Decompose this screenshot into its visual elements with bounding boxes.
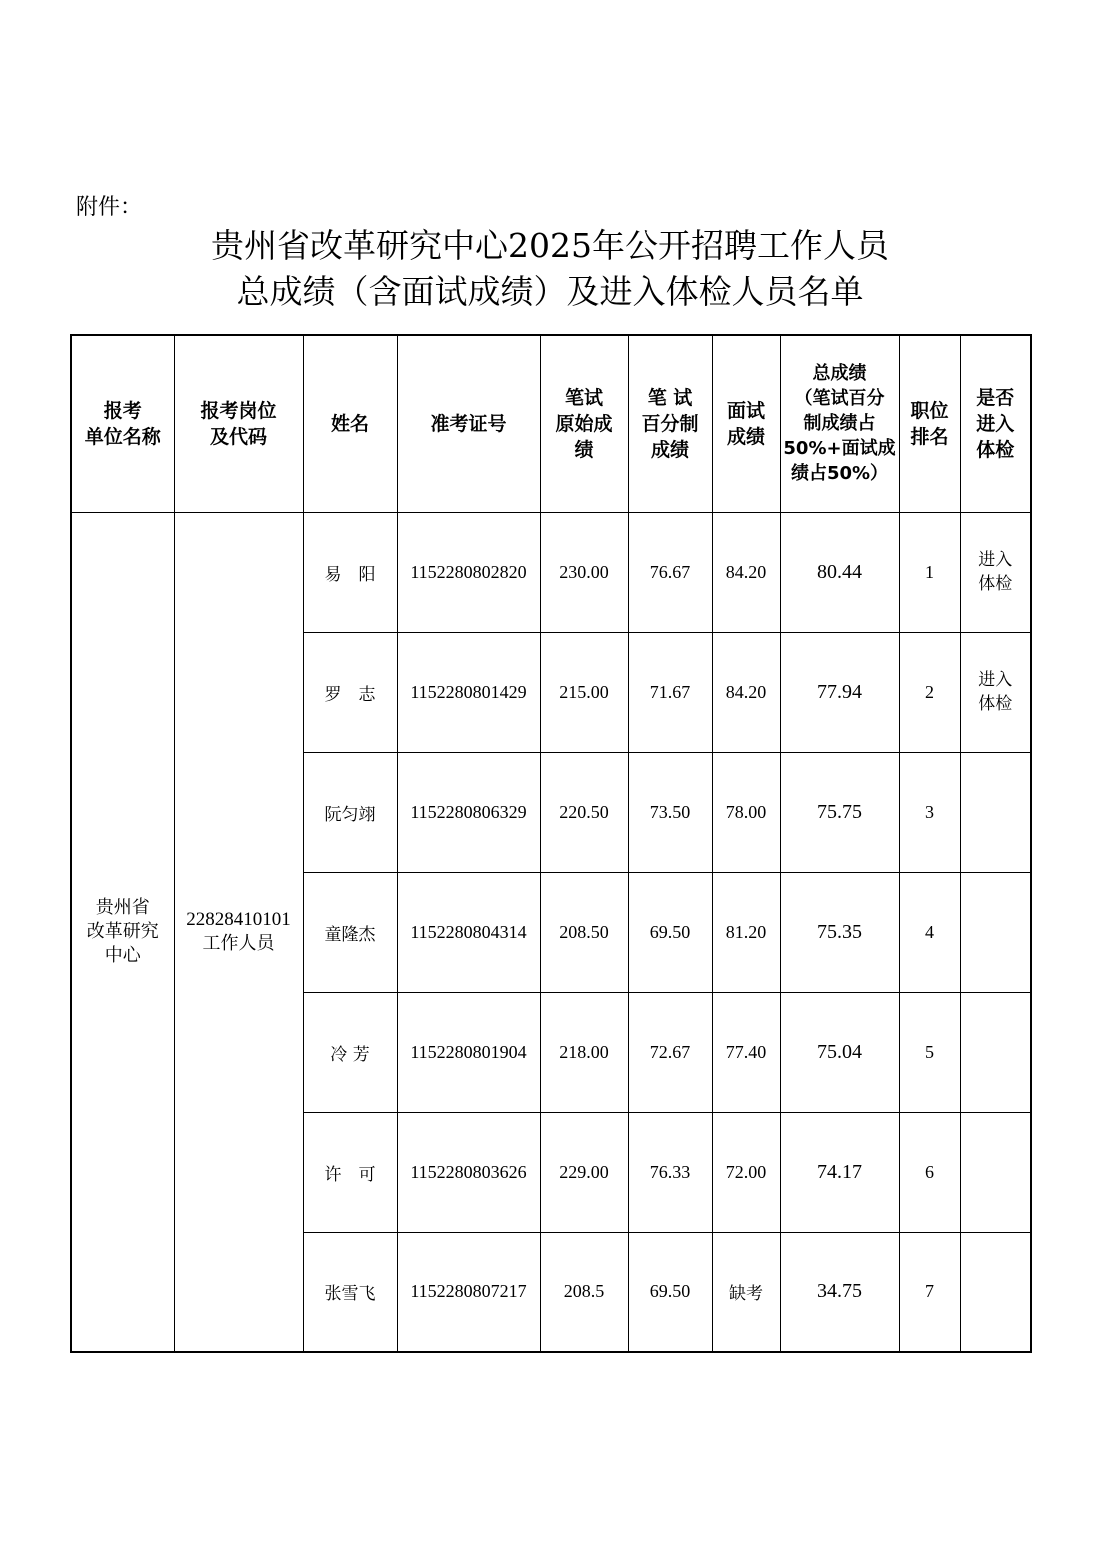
cell-ticket: 1152280804314 <box>397 872 540 992</box>
cell-total: 75.04 <box>780 992 899 1112</box>
cell-physical <box>960 872 1031 992</box>
cell-name: 罗 志 <box>303 632 397 752</box>
attachment-label: 附件： <box>76 195 143 220</box>
cell-written-pct: 69.50 <box>628 1232 712 1352</box>
cell-ticket: 1152280801904 <box>397 992 540 1112</box>
cell-interview: 72.00 <box>712 1112 780 1232</box>
cell-written-raw: 215.00 <box>540 632 628 752</box>
cell-interview: 缺考 <box>712 1232 780 1352</box>
cell-written-pct: 69.50 <box>628 872 712 992</box>
table-row <box>71 512 1031 632</box>
cell-physical <box>960 1112 1031 1232</box>
cell-interview: 77.40 <box>712 992 780 1112</box>
header-name: 姓名 <box>303 335 397 512</box>
cell-total: 74.17 <box>780 1112 899 1232</box>
cell-written-pct: 76.67 <box>628 512 712 632</box>
cell-name: 童隆杰 <box>303 872 397 992</box>
unit-name-cell: 贵州省 改革研究 中心 <box>71 512 174 1352</box>
position-name: 工作人员 <box>202 932 275 954</box>
cell-total: 80.44 <box>780 512 899 632</box>
cell-name: 许 可 <box>303 1112 397 1232</box>
cell-total: 75.75 <box>780 752 899 872</box>
cell-written-raw: 230.00 <box>540 512 628 632</box>
header-physical: 是否 进入 体检 <box>960 335 1031 512</box>
header-written-pct: 笔 试 百分制 成绩 <box>628 335 712 512</box>
header-interview: 面试 成绩 <box>712 335 780 512</box>
document-title-line-2: 总成绩（含面试成绩）及进入体检人员名单 <box>236 272 864 311</box>
header-position: 报考岗位 及代码 <box>174 335 303 512</box>
cell-written-pct: 72.67 <box>628 992 712 1112</box>
cell-ticket: 1152280807217 <box>397 1232 540 1352</box>
cell-written-raw: 218.00 <box>540 992 628 1112</box>
cell-written-pct: 76.33 <box>628 1112 712 1232</box>
cell-name: 阮匀翊 <box>303 752 397 872</box>
header-ticket: 准考证号 <box>397 335 540 512</box>
cell-name: 张雪飞 <box>303 1232 397 1352</box>
cell-total: 75.35 <box>780 872 899 992</box>
cell-rank: 4 <box>899 872 960 992</box>
cell-written-pct: 71.67 <box>628 632 712 752</box>
cell-rank: 6 <box>899 1112 960 1232</box>
position-cell <box>174 512 303 1352</box>
cell-name: 易 阳 <box>303 512 397 632</box>
cell-rank: 3 <box>899 752 960 872</box>
document-title-line-1: 贵州省改革研究中心2025年公开招聘工作人员 <box>211 226 889 265</box>
cell-written-raw: 220.50 <box>540 752 628 872</box>
cell-ticket: 1152280801429 <box>397 632 540 752</box>
results-table <box>70 334 1032 1353</box>
cell-interview: 84.20 <box>712 512 780 632</box>
cell-total: 77.94 <box>780 632 899 752</box>
cell-physical: 进入 体检 <box>960 512 1031 632</box>
cell-physical <box>960 992 1031 1112</box>
header-written-raw: 笔试 原始成 绩 <box>540 335 628 512</box>
cell-rank: 2 <box>899 632 960 752</box>
cell-name: 冷 芳 <box>303 992 397 1112</box>
header-total: 总成绩 （笔试百分 制成绩占 50%+面试成 绩占50%） <box>780 335 899 512</box>
cell-physical <box>960 752 1031 872</box>
cell-interview: 78.00 <box>712 752 780 872</box>
cell-interview: 81.20 <box>712 872 780 992</box>
cell-rank: 1 <box>899 512 960 632</box>
header-rank: 职位 排名 <box>899 335 960 512</box>
header-unit: 报考 单位名称 <box>71 335 174 512</box>
cell-written-pct: 73.50 <box>628 752 712 872</box>
cell-written-raw: 229.00 <box>540 1112 628 1232</box>
cell-written-raw: 208.5 <box>540 1232 628 1352</box>
cell-rank: 7 <box>899 1232 960 1352</box>
cell-rank: 5 <box>899 992 960 1112</box>
cell-ticket: 1152280802820 <box>397 512 540 632</box>
header-row <box>71 335 1031 512</box>
cell-ticket: 1152280806329 <box>397 752 540 872</box>
cell-ticket: 1152280803626 <box>397 1112 540 1232</box>
cell-written-raw: 208.50 <box>540 872 628 992</box>
position-code: 22828410101 <box>186 908 291 930</box>
cell-total: 34.75 <box>780 1232 899 1352</box>
cell-interview: 84.20 <box>712 632 780 752</box>
cell-physical <box>960 1232 1031 1352</box>
cell-physical: 进入 体检 <box>960 632 1031 752</box>
